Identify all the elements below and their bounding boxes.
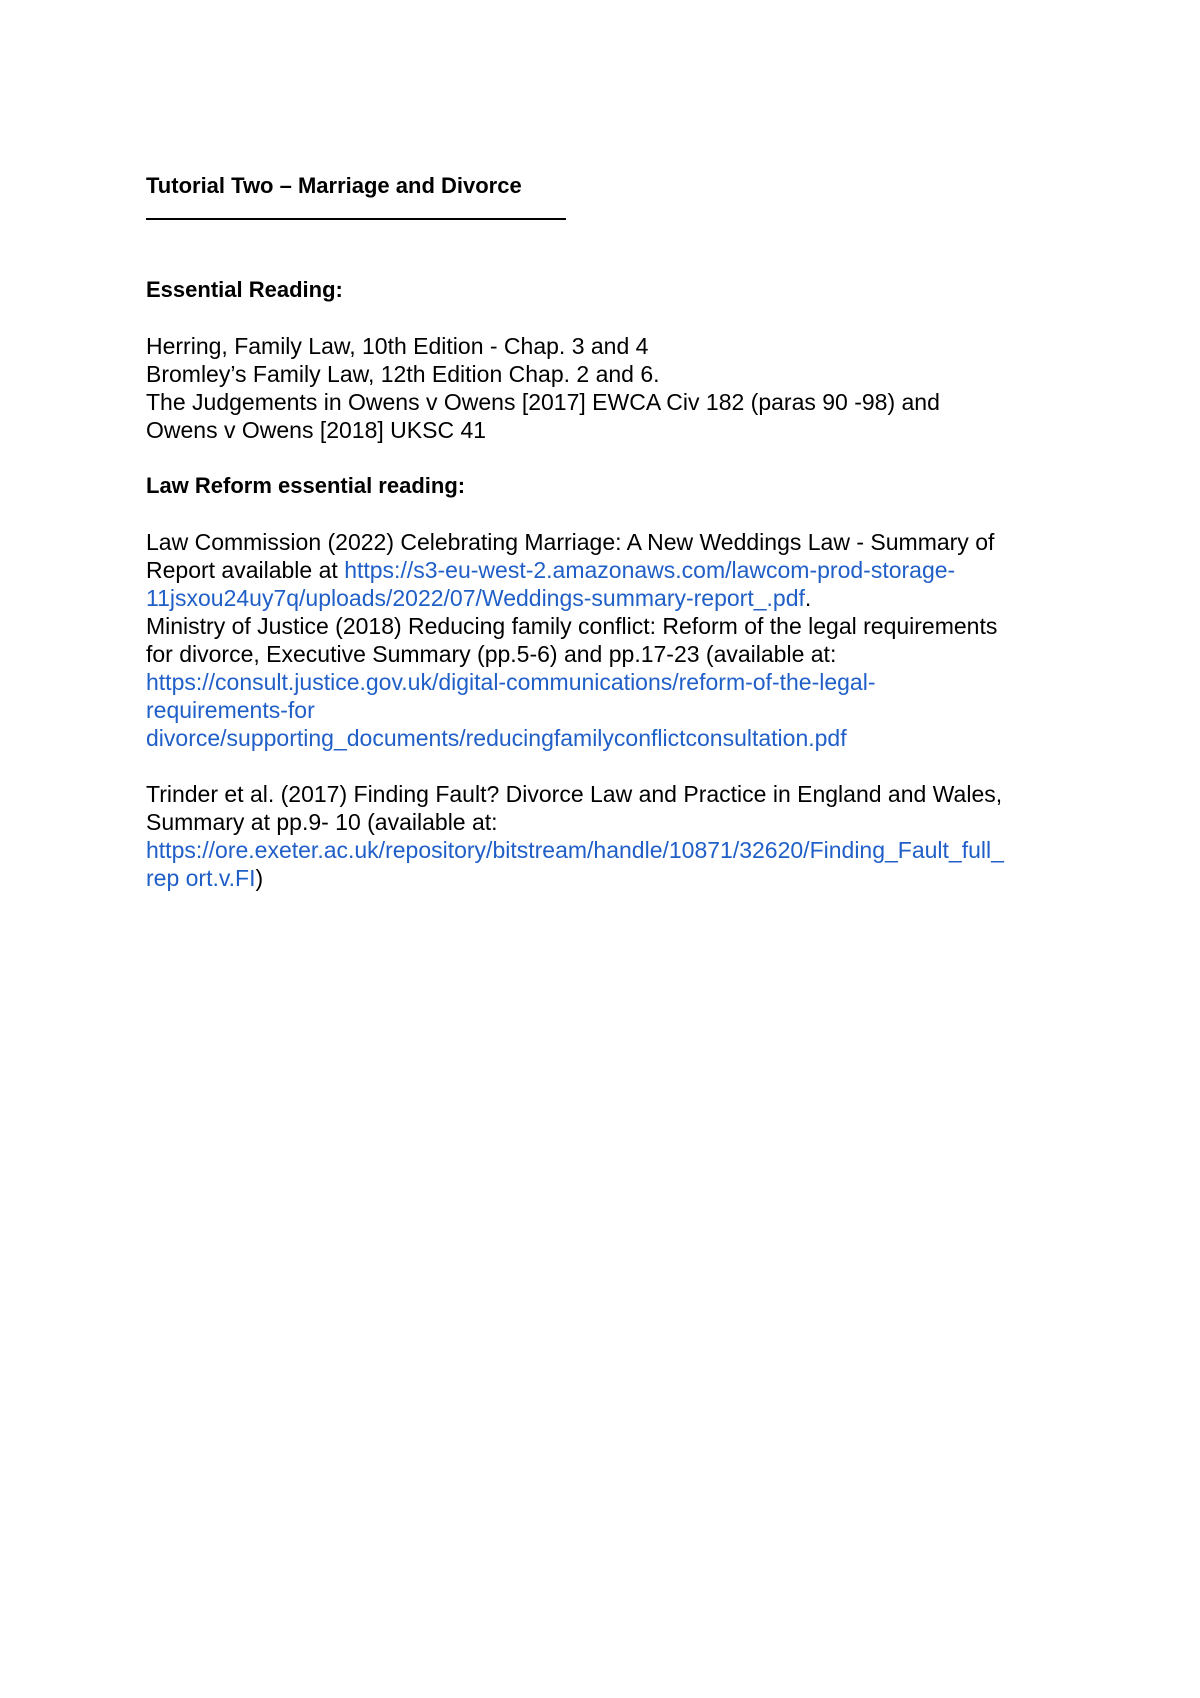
exeter-repository-link-cont[interactable]: rep ort.v.FI <box>146 865 256 891</box>
essential-item-owens-judgements: The Judgements in Owens v Owens [2017] EWCA Civ 182 (paras 90 -98) and <box>146 389 940 415</box>
law-reform-heading: Law Reform essential reading: <box>146 473 466 498</box>
reform-item-text: for divorce, Executive Summary (pp.5-6) and pp.17-23 (available at: <box>146 641 837 667</box>
reform-item-text: Law Commission (2022) Celebrating Marriage: A New Weddings Law - Summary of <box>146 529 995 555</box>
law-reform-list <box>146 528 1066 892</box>
reform-item-text-line <box>146 864 1066 892</box>
reform-item-suffix: ) <box>255 865 264 891</box>
document-page <box>146 172 1066 892</box>
document-title: Tutorial Two – Marriage and Divorce <box>146 173 522 198</box>
essential-item-bromley: Bromley’s Family Law, 12th Edition Chap. 2 and 6. <box>146 361 660 387</box>
reform-item-suffix: . <box>804 585 812 611</box>
reform-item-text-line <box>146 584 1066 612</box>
reform-item-text: Ministry of Justice (2018) Reducing family conflict: Reform of the legal requirements <box>146 613 998 639</box>
essential-item-owens-uksc: Owens v Owens [2018] UKSC 41 <box>146 417 487 443</box>
reform-item-text-line <box>146 556 1066 584</box>
title-underline <box>146 218 566 220</box>
reform-item-law-commission <box>146 528 1066 612</box>
exeter-repository-link[interactable]: https://ore.exeter.ac.uk/repository/bitstream/handle/10871/32620/Finding_Fault_full_ <box>146 837 1004 863</box>
law-commission-link-cont[interactable]: 11jsxou24uy7q/uploads/2022/07/Weddings-summary-report_.pdf <box>146 585 805 611</box>
justice-consultation-link[interactable]: https://consult.justice.gov.uk/digital-communications/reform-of-the-legal- <box>146 669 876 695</box>
law-commission-link[interactable]: https://s3-eu-west-2.amazonaws.com/lawcom-prod-storage- <box>344 557 956 583</box>
reform-item-text: Summary at pp.9- 10 (available at: <box>146 809 498 835</box>
justice-consultation-link-cont[interactable]: divorce/supporting_documents/reducingfamilyconflictconsultation.pdf <box>146 725 847 751</box>
reform-item-text: Trinder et al. (2017) Finding Fault? Divorce Law and Practice in England and Wales, <box>146 781 1003 807</box>
reform-item-trinder <box>146 780 1066 892</box>
justice-consultation-link-cont[interactable]: requirements-for <box>146 697 315 723</box>
reform-item-ministry-of-justice <box>146 612 1066 752</box>
reform-item-text: Report available at <box>146 557 345 583</box>
essential-reading-list <box>146 332 1066 444</box>
essential-reading-heading: Essential Reading: <box>146 277 343 302</box>
essential-item-herring: Herring, Family Law, 10th Edition - Chap. 3 and 4 <box>146 333 649 359</box>
